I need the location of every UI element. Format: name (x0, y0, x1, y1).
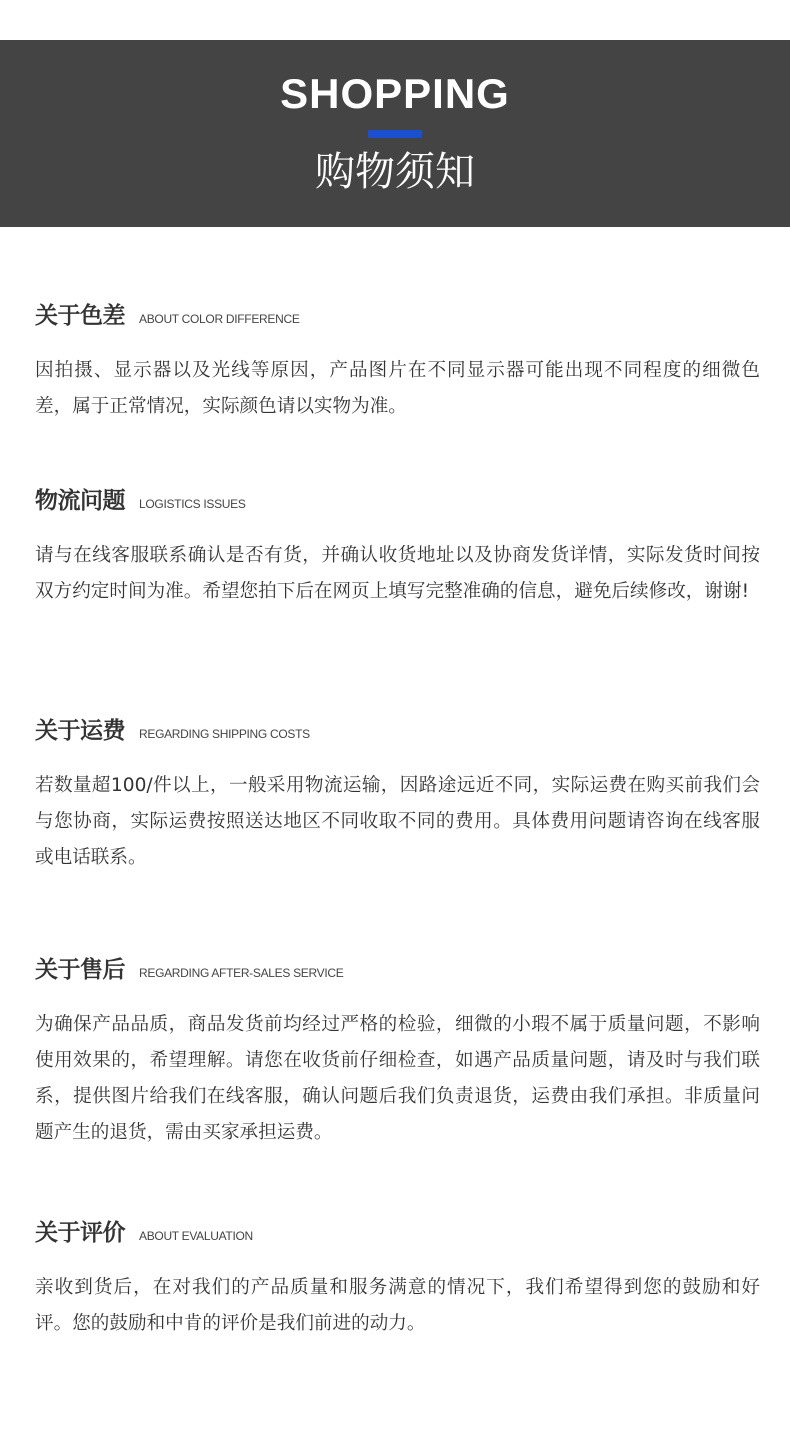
header-banner (0, 40, 790, 227)
section-header (35, 953, 760, 987)
banner-title-cn: 购物须知 (315, 149, 475, 195)
section-title: 关于色差 (35, 303, 125, 329)
section-evaluation (35, 1216, 760, 1342)
banner-title-en: SHOPPING (280, 70, 510, 117)
section-header (35, 484, 760, 518)
section-title: 关于运费 (35, 718, 125, 744)
section-shipping-costs (35, 714, 760, 876)
section-title: 关于售后 (35, 957, 125, 983)
section-body: 请与在线客服联系确认是否有货，并确认收货地址以及协商发货详情，实际发货时间按双方约定时间为准。希望您拍下后在网页上填写完整准确的信息，避免后续修改，谢谢! (35, 545, 760, 602)
section-color-difference (35, 299, 760, 425)
section-header (35, 1216, 760, 1250)
section-subtitle: ABOUT EVALUATION (139, 1229, 253, 1243)
section-subtitle: REGARDING AFTER-SALES SERVICE (139, 966, 344, 980)
section-subtitle: LOGISTICS ISSUES (139, 497, 246, 511)
section-subtitle: ABOUT COLOR DIFFERENCE (139, 312, 300, 326)
section-body: 因拍摄、显示器以及光线等原因，产品图片在不同显示器可能出现不同程度的细微色差，属于正常情况，实际颜色请以实物为准。 (35, 360, 760, 417)
section-title: 关于评价 (35, 1220, 125, 1246)
section-body: 亲收到货后，在对我们的产品质量和服务满意的情况下，我们希望得到您的鼓励和好评。您的鼓励和中肯的评价是我们前进的动力。 (35, 1277, 760, 1334)
section-subtitle: REGARDING SHIPPING COSTS (139, 727, 310, 741)
section-title: 物流问题 (35, 488, 125, 514)
section-body: 为确保产品品质，商品发货前均经过严格的检验，细微的小瑕不属于质量问题，不影响使用效果的，希望理解。请您在收货前仔细检查，如遇产品质量问题，请及时与我们联系，提供图片给我们在线客服，确认问题后我们负责退货，运费由我们承担。非质量问题产生的退货，需由买家承担运费。 (35, 1014, 760, 1143)
banner-accent-bar (368, 130, 422, 138)
section-header (35, 714, 760, 748)
section-after-sales (35, 953, 760, 1151)
section-logistics (35, 484, 760, 610)
section-body: 若数量超100/件以上，一般采用物流运输，因路途远近不同，实际运费在购买前我们会与您协商，实际运费按照送达地区不同收取不同的费用。具体费用问题请咨询在线客服或电话联系。 (35, 775, 760, 868)
section-header (35, 299, 760, 333)
